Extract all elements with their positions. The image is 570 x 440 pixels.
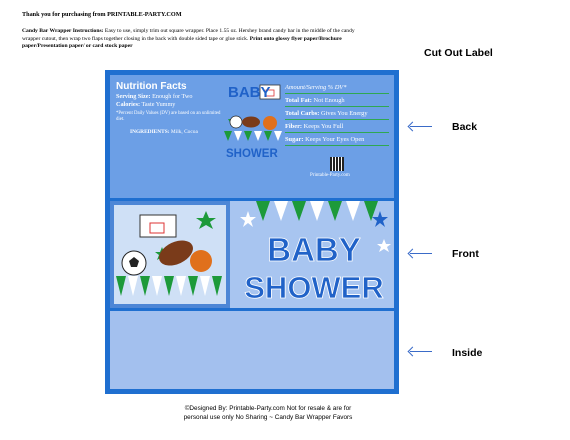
fact-value: Keeps Your Eyes Open bbox=[305, 136, 365, 143]
fact-label: Total Carbs: bbox=[285, 110, 320, 117]
daily-value-note: *Percent Daily Values (DV) are based on an unlimited diet. bbox=[116, 111, 221, 122]
back-logo-line1: BABY bbox=[228, 84, 271, 101]
ingredients-label: INGREDIENTS: bbox=[130, 129, 170, 135]
sports-art bbox=[110, 201, 230, 308]
front-arrow bbox=[410, 253, 432, 254]
serving-size-label: Serving Size: bbox=[116, 93, 151, 100]
instructions bbox=[22, 28, 372, 51]
inside-arrow bbox=[410, 351, 432, 352]
fact-value: Gives You Energy bbox=[321, 110, 368, 117]
serving-size bbox=[116, 93, 228, 101]
facts-column bbox=[285, 81, 389, 146]
footer bbox=[148, 404, 388, 422]
front-title-art bbox=[234, 201, 394, 308]
calories-label: Calories: bbox=[116, 101, 141, 108]
basketball-icon bbox=[263, 116, 277, 130]
fact-label: Sugar: bbox=[285, 136, 304, 143]
facts-header: Amount/Serving % DV* bbox=[285, 81, 389, 94]
instructions-heading: Candy Bar Wrapper Instructions: bbox=[22, 28, 104, 34]
calories bbox=[116, 101, 228, 109]
front-label: Front bbox=[452, 248, 479, 260]
candy-bar-wrapper bbox=[105, 70, 399, 394]
basketball-icon bbox=[190, 250, 212, 272]
ingredients bbox=[116, 128, 228, 136]
inside-panel bbox=[110, 311, 394, 389]
fact-value: Keeps You Full bbox=[303, 123, 344, 130]
inside-label: Inside bbox=[452, 347, 483, 359]
intro-text: Thank you for purchasing from PRINTABLE-PARTY.COM bbox=[22, 11, 182, 18]
cut-out-label: Cut Out Label bbox=[424, 47, 493, 59]
instructions-print-note: Print onto glossy flyer paper/Brochure paper/Presentation paper/ or card stock paper bbox=[22, 35, 342, 50]
fact-row bbox=[285, 94, 389, 107]
back-logo-line2: SHOWER bbox=[226, 148, 278, 160]
ingredients-value: Milk, Cocoa bbox=[170, 129, 198, 135]
instructions-body: Easy to use, simply trim out square wrapper. Place 1.55 oz. Hershey brand candy bar in the middle of the candy wrapper cutout, then wrap two flaps together closing in the back with double sided tape or glue stick. bbox=[22, 28, 355, 42]
football-icon bbox=[242, 117, 260, 128]
back-url: Printable-Party.com bbox=[310, 173, 350, 178]
back-panel bbox=[110, 75, 394, 198]
back-label: Back bbox=[452, 121, 478, 133]
front-title-line2: SHOWER bbox=[244, 270, 384, 305]
back-logo bbox=[224, 79, 284, 167]
nutrition-title: Nutrition Facts bbox=[116, 81, 187, 92]
footer-line2: personal use only No Sharing ~ Candy Bar Wrapper Favors bbox=[183, 414, 353, 421]
fact-row bbox=[285, 133, 389, 146]
calories-value: Taste Yummy bbox=[141, 101, 176, 108]
fact-label: Fiber: bbox=[285, 123, 303, 130]
nutrition-facts bbox=[116, 81, 228, 136]
qr-code bbox=[330, 157, 344, 171]
front-panel bbox=[110, 201, 394, 308]
soccer-ball-icon bbox=[230, 116, 242, 128]
fact-row bbox=[285, 120, 389, 133]
fact-row bbox=[285, 107, 389, 120]
front-title-line1: BABY bbox=[267, 231, 361, 268]
basketball-hoop-icon bbox=[140, 215, 176, 237]
fact-label: Total Fat: bbox=[285, 97, 312, 104]
serving-size-value: Enough for Two bbox=[152, 93, 193, 100]
footer-line1: ©Designed By: Printable-Party.com Not for resale & are for bbox=[184, 405, 352, 412]
back-arrow bbox=[410, 126, 432, 127]
fact-value: Not Enough bbox=[313, 97, 345, 104]
